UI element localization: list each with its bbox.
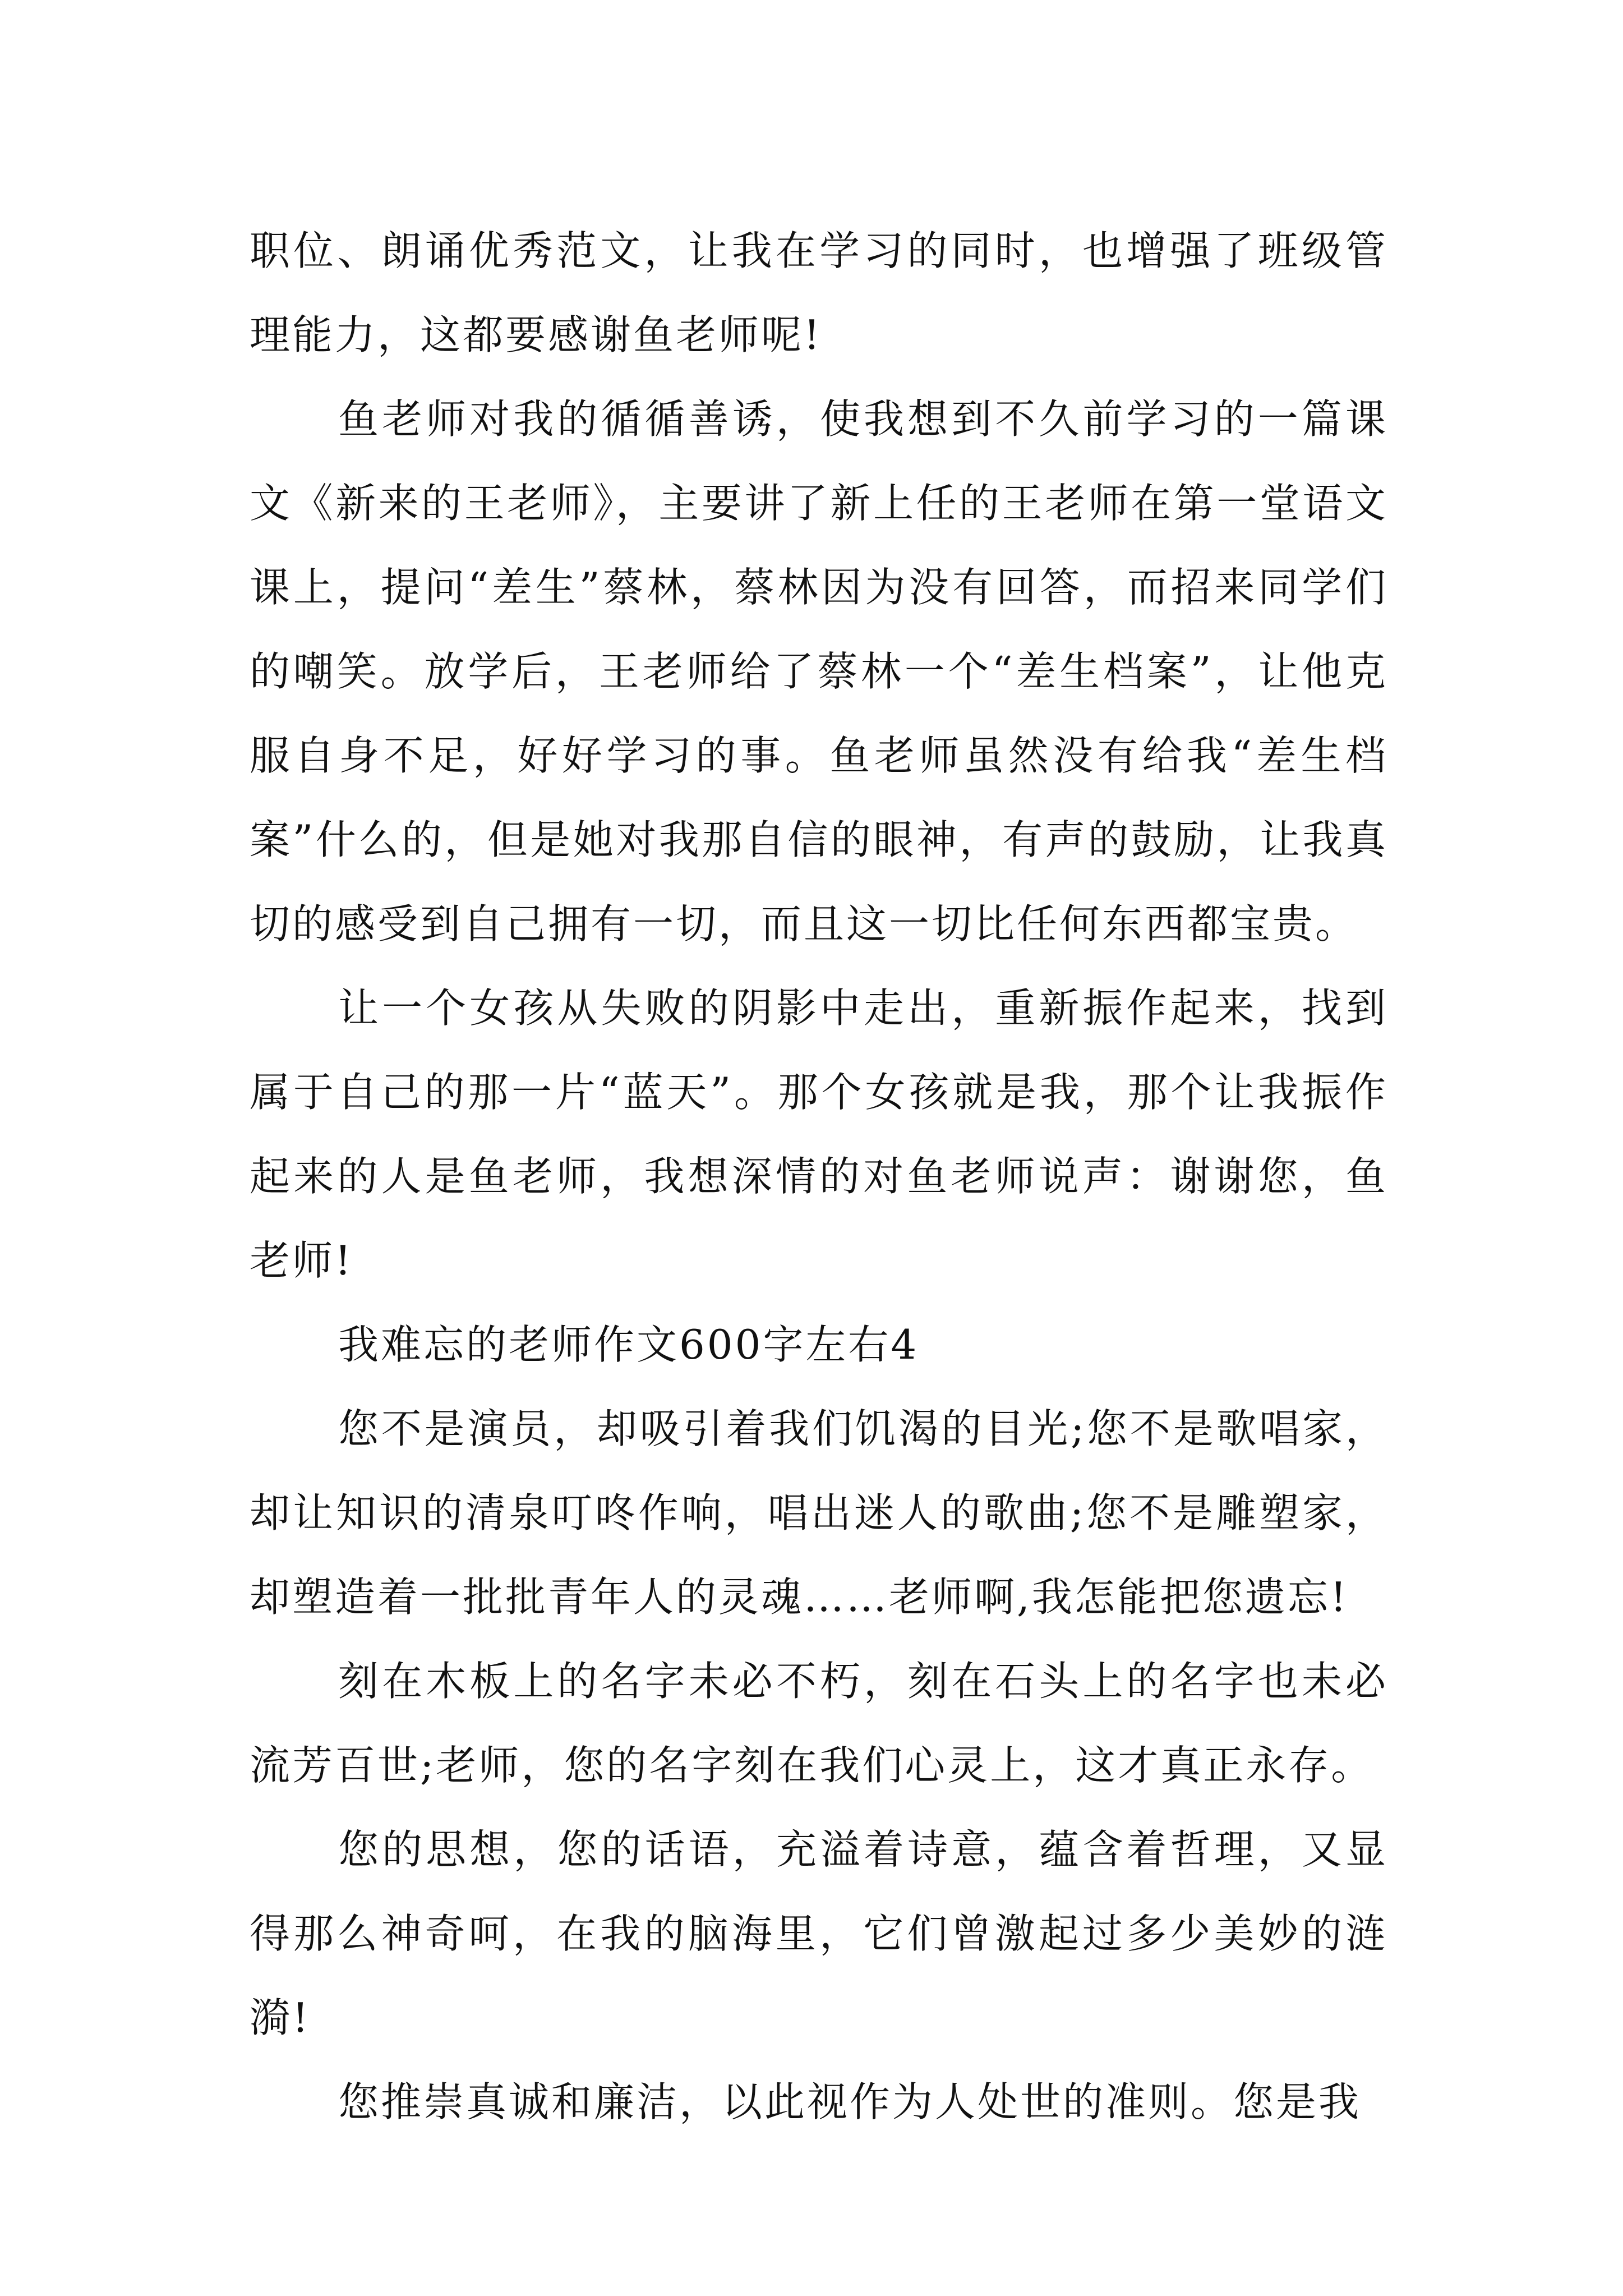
- paragraph-1: 职位、朗诵优秀范文，让我在学习的同时，也增强了班级管理能力，这都要感谢鱼老师呢!: [250, 227, 1388, 358]
- section-heading: 我难忘的老师作文600字左右4: [338, 1321, 919, 1368]
- document-body: [250, 209, 1388, 2144]
- paragraph-7: 您推崇真诚和廉洁，以此视作为人处世的准则。您是我: [338, 2078, 1362, 2125]
- paragraph-5: 刻在木板上的名字未必不朽，刻在石头上的名字也未必流芳百世;老师，您的名字刻在我们心灵上，这才真正永存。: [250, 1658, 1388, 1789]
- paragraph-6: 您的思想，您的话语，充溢着诗意，蕴含着哲理，又显得那么神奇呵，在我的脑海里，它们曾激起过多少美妙的涟漪!: [250, 1826, 1388, 2041]
- paragraph-3: 让一个女孩从失败的阴影中走出，重新振作起来，找到属于自己的那一片“蓝天”。那个女孩就是我，那个让我振作起来的人是鱼老师，我想深情的对鱼老师说声：谢谢您，鱼老师!: [250, 984, 1388, 1284]
- paragraph-4: 您不是演员，却吸引着我们饥渴的目光;您不是歌唱家，却让知识的清泉叮咚作响，唱出迷人的歌曲;您不是雕塑家，却塑造着一批批青年人的灵魂……老师啊,我怎能把您遗忘!: [250, 1405, 1388, 1621]
- paragraph-2: 鱼老师对我的循循善诱，使我想到不久前学习的一篇课文《新来的王老师》，主要讲了新上任的王老师在第一堂语文课上，提问“差生”蔡林，蔡林因为没有回答，而招来同学们的嘲笑。放学后，王老师给了蔡林一个“差生档案”，让他克服自身不足，好好学习的事。鱼老师虽然没有给我“差生档案”什么的，但是她对我那自信的眼神，有声的鼓励，让我真切的感受到自己拥有一切，而且这一切比任何东西都宝贵。: [250, 395, 1388, 947]
